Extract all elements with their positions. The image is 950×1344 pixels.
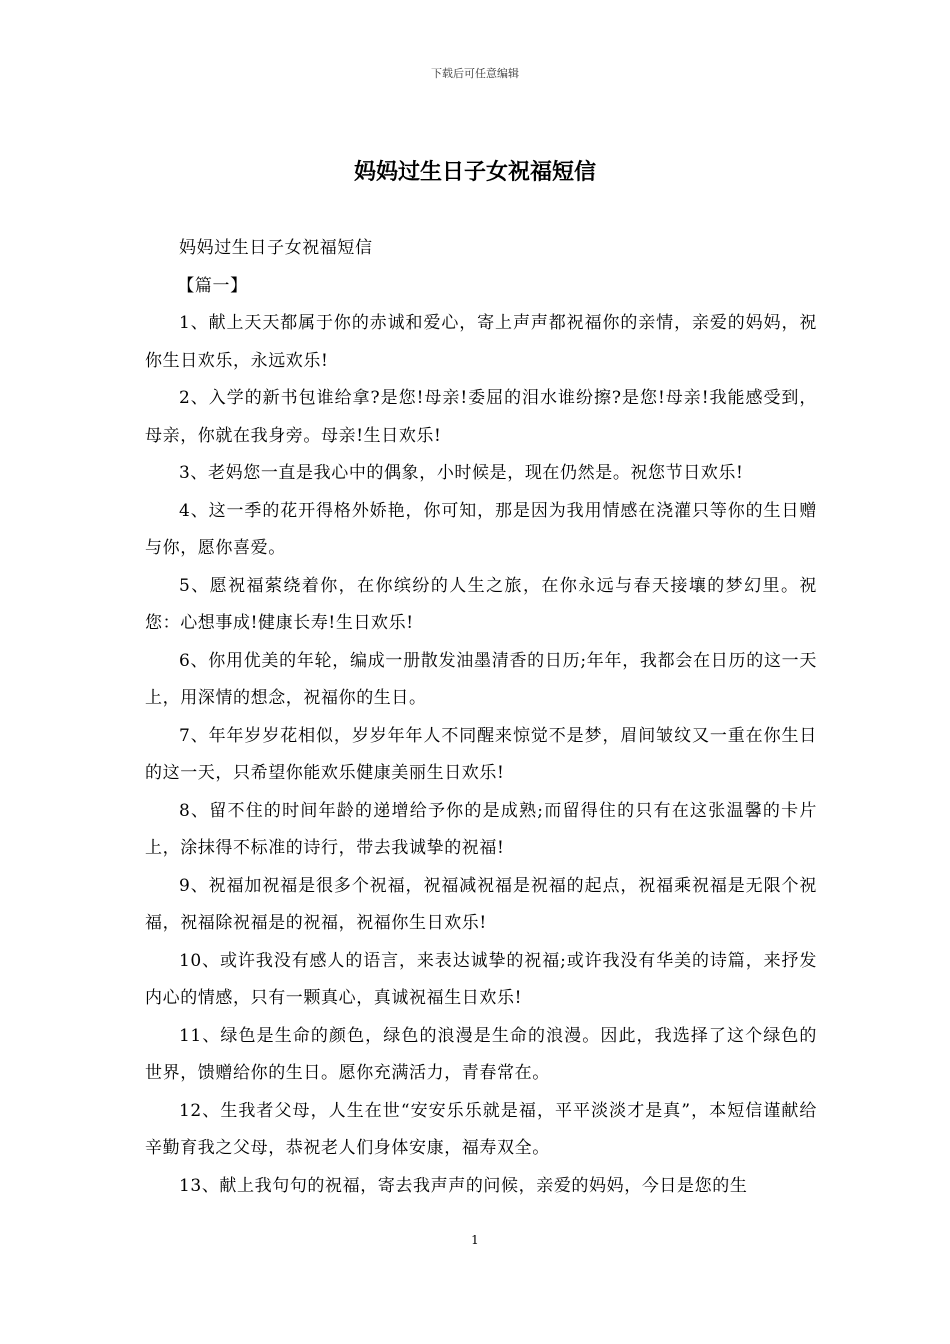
paragraph-12: 12、生我者父母，人生在世“安安乐乐就是福，平平淡淡才是真”，本短信谨献给辛勤育我之父母，恭祝老人们身体安康，福寿双全。 [145,1100,817,1158]
paragraph-3: 3、老妈您一直是我心中的偶象，小时候是，现在仍然是。祝您节日欢乐! [179,463,744,483]
paragraph-10: 10、或许我没有感人的语言，来表达诚挚的祝福;或许我没有华美的诗篇，来抒发内心的情感，只有一颗真心，真诚祝福生日欢乐! [145,950,817,1008]
page-header-note: 下载后可任意编辑 [431,67,519,80]
paragraph-9: 9、祝福加祝福是很多个祝福，祝福减祝福是祝福的起点，祝福乘祝福是无限个祝福，祝福除祝福是的祝福，祝福你生日欢乐! [145,875,817,933]
paragraph-1: 1、献上天天都属于你的赤诚和爱心，寄上声声都祝福你的亲情，亲爱的妈妈，祝你生日欢乐，永远欢乐! [145,313,817,371]
document-subtitle: 妈妈过生日子女祝福短信 [179,238,373,258]
paragraph-6: 6、你用优美的年轮，编成一册散发油墨清香的日历;年年，我都会在日历的这一天上，用深情的想念，祝福你的生日。 [145,650,817,708]
paragraph-2: 2、入学的新书包谁给拿?是您!母亲!委屈的泪水谁纷擦?是您!母亲!我能感受到，母亲，你就在我身旁。母亲!生日欢乐! [145,388,817,446]
paragraph-11: 11、绿色是生命的颜色，绿色的浪漫是生命的浪漫。因此，我选择了这个绿色的世界，馈赠给你的生日。愿你充满活力，青春常在。 [145,1025,817,1083]
paragraph-8: 8、留不住的时间年龄的递增给予你的是成熟;而留得住的只有在这张温馨的卡片上，涂抹得不标准的诗行，带去我诚挚的祝福! [145,800,817,858]
paragraph-5: 5、愿祝福萦绕着你，在你缤纷的人生之旅，在你永远与春天接壤的梦幻里。祝您：心想事成!健康长寿!生日欢乐! [145,575,817,633]
paragraph-7: 7、年年岁岁花相似，岁岁年年人不同醒来惊觉不是梦，眉间皱纹又一重在你生日的这一天，只希望你能欢乐健康美丽生日欢乐! [145,725,817,783]
document-title: 妈妈过生日子女祝福短信 [353,159,596,185]
page-number: 1 [471,1233,479,1247]
section-label: 【篇一】 [177,275,248,296]
document-body [145,230,817,1205]
paragraph-4: 4、这一季的花开得格外娇艳，你可知，那是因为我用情感在浇灌只等你的生日赠与你，愿你喜爱。 [145,500,817,558]
paragraph-13: 13、献上我句句的祝福，寄去我声声的问候，亲爱的妈妈，今日是您的生 [179,1175,748,1196]
